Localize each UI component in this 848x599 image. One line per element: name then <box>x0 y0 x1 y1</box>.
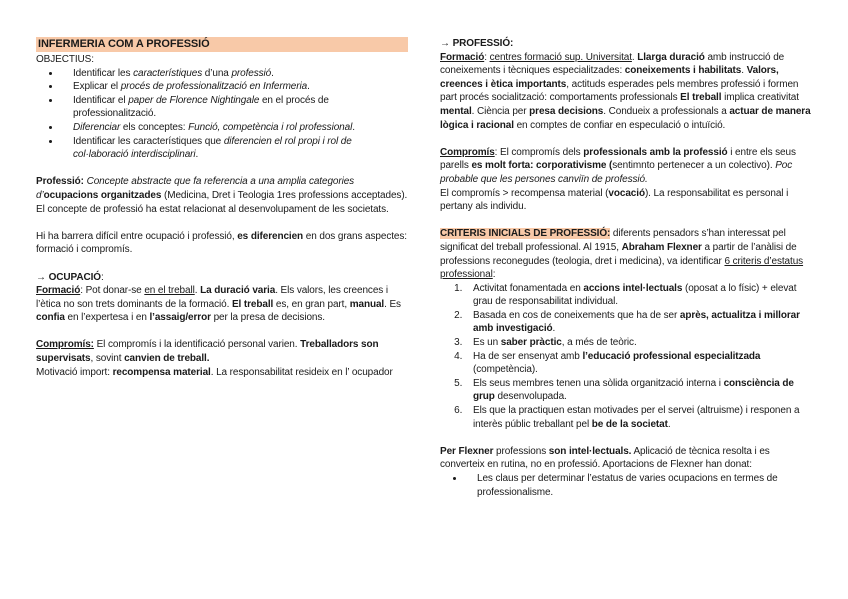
criteria-list <box>440 282 812 432</box>
barrera-paragraph: Hi ha barrera difícil entre ocupació i professió, es diferencien en dos grans aspectes: formació i compromís. <box>36 230 407 256</box>
list-item: • Identificar les característiques que diferencien el rol propi i rol de col·laboració interdisciplinari. <box>61 135 408 162</box>
right-column <box>440 37 812 499</box>
flexner-paragraph: Per Flexner professions son intel·lectuals. Aplicació de tècnica resolta i es converteix en rutina, no en professió. Aportacions de Flexner han donat: <box>440 445 770 471</box>
professio-definition: Professió: Concepte abstracte que fa referencia a una amplia categories d’ocupacions organitzades (Medicina, Dret i Teologia 1res professions acceptades). <box>36 176 408 201</box>
professio-compromis: Compromís: El compromís dels professionals amb la professió i entre els seus parells es molt forta: corporativisme (sentimnto pertenecer a un colectivo). Poc probable que les persones canviïn de professió. <box>440 146 796 185</box>
list-item: 3. Es un saber pràctic, a més de teòric. <box>465 336 812 350</box>
arrow-right-icon: → <box>36 271 46 283</box>
list-item: • Les claus per determinar l’estatus de varies ocupacions en termes de professionalisme. <box>465 472 812 499</box>
professio-compromis-2: El compromís > recompensa material (vocació). La responsabilitat es personal i pertany als individu. <box>440 187 789 213</box>
criteris-heading: CRITERIS INICIALS DE PROFESSIÓ: <box>440 228 611 240</box>
ocupacio-formacio: Formació: Pot donar-se en el treball. La duració varia. Els valors, les creences i l’ètica no son trets dominants de la formació. El treball es, en gran part, manual. Es confia en l’expertesa i en l’assaig/error per la presa de decisions. <box>36 285 401 324</box>
list-item: • Identificar les característiques d’una professió. <box>61 67 408 81</box>
document-title: INFERMERIA COM A PROFESSIÓ <box>36 37 408 52</box>
list-item: 4. Ha de ser ensenyat amb l’educació professional especialitzada (competència). <box>465 350 812 377</box>
flexner-list <box>440 472 812 499</box>
list-item: • Explicar el procés de professionalització en Infermeria. <box>61 80 408 94</box>
ocupacio-motivacio: Motivació import: recompensa material. La responsabilitat resideix en l’ ocupador <box>36 366 393 378</box>
professio-paragraph: El concepte de professió ha estat relacionat al desenvolupament de les societats. <box>36 203 389 215</box>
arrow-right-icon: → <box>440 38 450 49</box>
list-item: 2. Basada en cos de coneixements que ha de ser après, actualitza i millorar amb investigació. <box>465 309 812 336</box>
criteris-intro: CRITERIS INICIALS DE PROFESSIÓ: diferents pensadors s’han interessat pel significat del treball professional. Al 1915, Abraham Flexner a partir de l’anàlisi de professions reconegudes (teologia, dret i medicina), va identificar 6 criteris d’estatus professional: <box>440 228 804 281</box>
list-item: • Identificar el paper de Florence Nightingale en el procés de professionalització. <box>61 94 408 121</box>
objectives-label: OBJECTIUS: <box>36 54 94 65</box>
ocupacio-compromis: Compromís: El compromís i la identificació personal varien. Treballadors son supervisats, sovint canvien de treball. <box>36 339 379 365</box>
left-column <box>36 37 408 379</box>
professio-heading: → PROFESSIÓ: <box>440 38 514 49</box>
objectives-list <box>36 67 408 162</box>
ocupacio-heading: → OCUPACIÓ: <box>36 271 104 283</box>
list-item: 1. Activitat fonamentada en accions intel·lectuals (oposat a lo físic) + elevat grau de responsabilitat individual. <box>465 282 812 309</box>
professio-formacio: Formació: centres formació sup. Universitat. Llarga duració amb instrucció de coneixements i tècniques especialitzades: coneixements i habilitats. Valors, creences i ètica importants, actituds esperades pels membres professió i formen part procés socialització: comportaments professionals El treball implica creativitat mental. Ciència per presa decisions. Condueix a professionals a actuar de manera lògica i racional en comptes de confiar en especulació o intuïció. <box>440 51 811 131</box>
list-item: 6. Els que la practiquen estan motivades per el servei (altruisme) i responen a interès públic treballant pel be de la societat. <box>465 404 812 431</box>
list-item: • Diferenciar els conceptes: Funció, competència i rol professional. <box>61 121 408 135</box>
list-item: 5. Els seus membres tenen una sòlida organització interna i consciència de grup desenvolupada. <box>465 377 812 404</box>
